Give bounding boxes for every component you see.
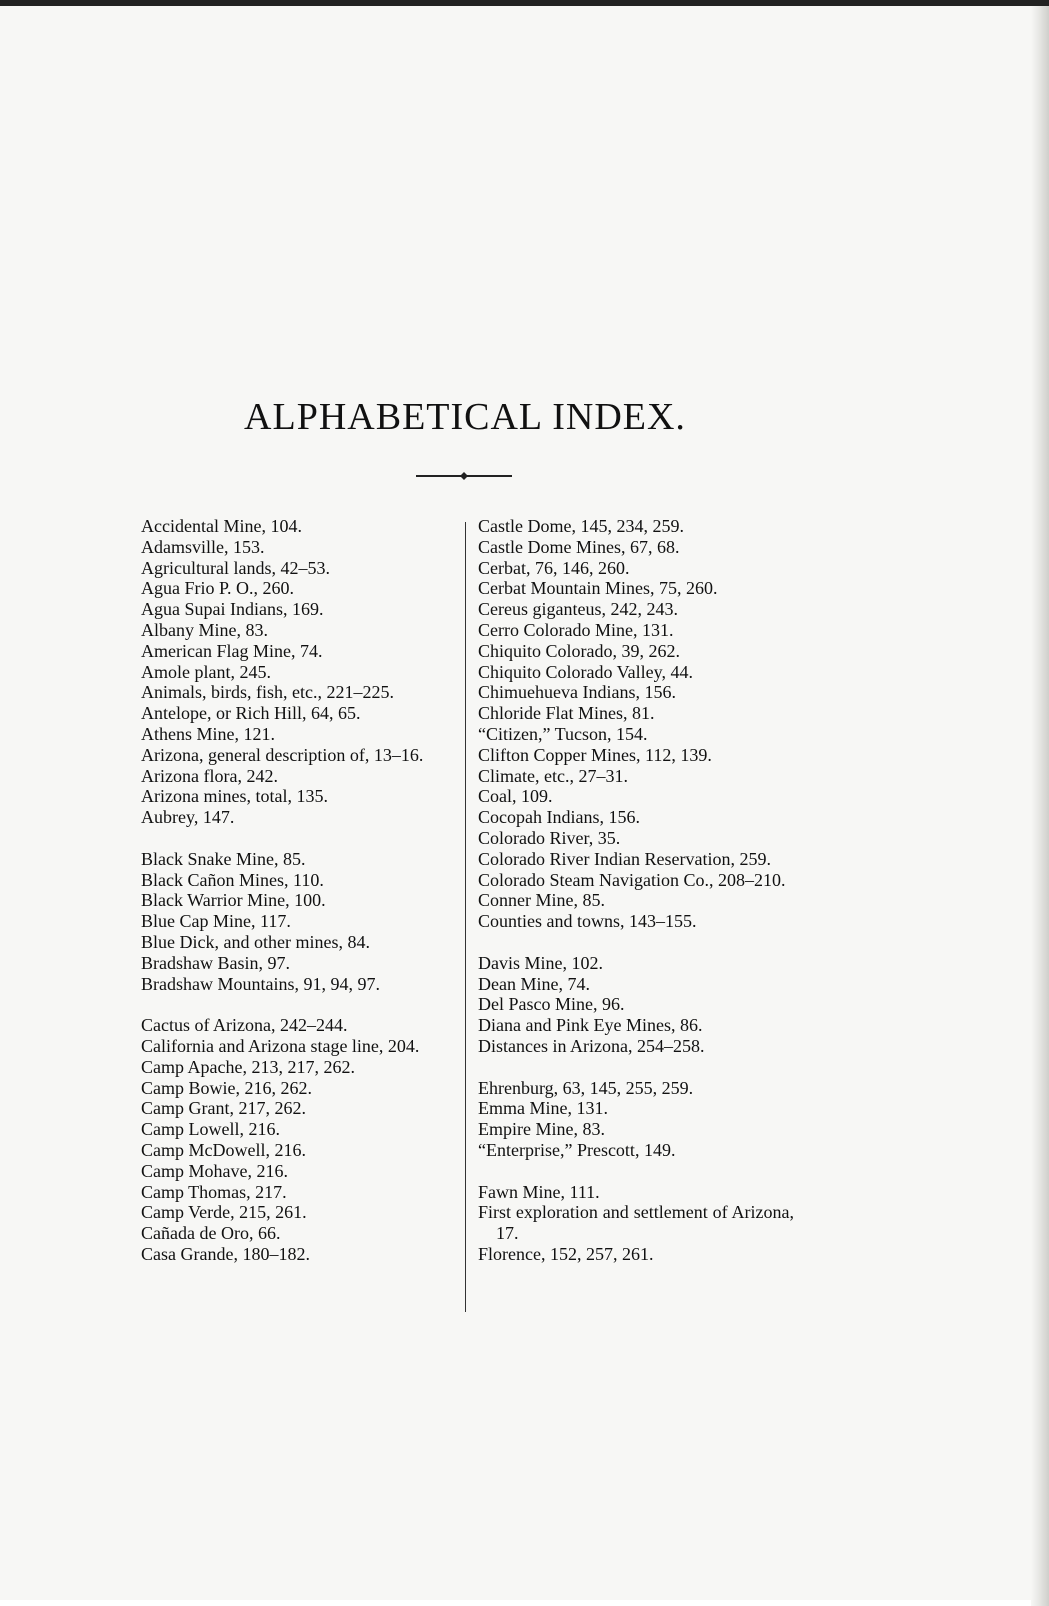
index-entry: Diana and Pink Eye Mines, 86.	[478, 1015, 703, 1036]
index-entry: Dean Mine, 74.	[478, 973, 590, 994]
index-entry: Camp McDowell, 216.	[141, 1139, 306, 1160]
index-entry: Amole plant, 245.	[141, 661, 271, 682]
index-entry: Black Warrior Mine, 100.	[141, 890, 326, 911]
index-entry: California and Arizona stage line, 204.	[141, 1035, 420, 1056]
index-entry: Ehrenburg, 63, 145, 255, 259.	[478, 1077, 694, 1098]
ornament-divider	[416, 471, 512, 481]
index-entry: American Flag Mine, 74.	[141, 640, 323, 661]
index-entry: Chiquito Colorado, 39, 262.	[478, 640, 680, 661]
index-entry: Cañada de Oro, 66.	[141, 1223, 281, 1244]
index-entry: Del Pasco Mine, 96.	[478, 994, 625, 1015]
index-entry: Camp Thomas, 217.	[141, 1181, 287, 1202]
letter-group-gap	[478, 932, 794, 953]
index-entry: Counties and towns, 143–155.	[478, 911, 697, 932]
index-entry: Aubrey, 147.	[141, 807, 235, 828]
index-entry: Animals, birds, fish, etc., 221–225.	[141, 682, 394, 703]
index-entry: Arizona flora, 242.	[141, 765, 278, 786]
column-divider	[465, 522, 466, 1312]
index-entry: Arizona mines, total, 135.	[141, 786, 328, 807]
index-entry: Agricultural lands, 42–53.	[141, 557, 330, 578]
index-entry: Camp Grant, 217, 262.	[141, 1098, 306, 1119]
index-entry: Coal, 109.	[478, 786, 553, 807]
index-entry: “Enterprise,” Prescott, 149.	[478, 1139, 676, 1160]
index-entry: Castle Dome, 145, 234, 259.	[478, 516, 684, 536]
index-entry: Blue Cap Mine, 117.	[141, 911, 291, 932]
index-entry: Fawn Mine, 111.	[478, 1181, 600, 1202]
index-entry: Colorado River, 35.	[478, 827, 621, 848]
index-entry: Clifton Copper Mines, 112, 139.	[478, 744, 712, 765]
index-entry: Albany Mine, 83.	[141, 619, 268, 640]
index-entry: Colorado Steam Navigation Co., 208–210.	[478, 869, 786, 890]
index-entry: Empire Mine, 83.	[478, 1119, 605, 1140]
index-column-left	[141, 516, 459, 1265]
page-title: ALPHABETICAL INDEX.	[244, 396, 686, 438]
index-entry: Agua Frio P. O., 260.	[141, 578, 295, 599]
index-entry: Camp Apache, 213, 217, 262.	[141, 1056, 355, 1077]
index-entry: Athens Mine, 121.	[141, 723, 275, 744]
index-entry: Chloride Flat Mines, 81.	[478, 703, 655, 724]
index-entry: Bradshaw Mountains, 91, 94, 97.	[141, 973, 380, 994]
index-entry: Colorado River Indian Reservation, 259.	[478, 848, 771, 869]
index-entry: Blue Dick, and other mines, 84.	[141, 931, 370, 952]
index-entry: Black Cañon Mines, 110.	[141, 869, 324, 890]
letter-group-gap	[478, 1057, 794, 1078]
index-entry: Davis Mine, 102.	[478, 952, 603, 973]
index-entry: Emma Mine, 131.	[478, 1098, 608, 1119]
index-entry: Cocopah Indians, 156.	[478, 807, 640, 828]
index-entry: Accidental Mine, 104.	[141, 516, 302, 536]
letter-group-gap	[141, 828, 459, 849]
index-entry: Camp Lowell, 216.	[141, 1119, 280, 1140]
index-entry: Climate, etc., 27–31.	[478, 765, 628, 786]
index-entry: Conner Mine, 85.	[478, 890, 605, 911]
index-entry: Distances in Arizona, 254–258.	[478, 1035, 705, 1056]
index-entry: Cerro Colorado Mine, 131.	[478, 619, 674, 640]
index-entry: Camp Verde, 215, 261.	[141, 1202, 307, 1223]
index-entry: Cerbat Mountain Mines, 75, 260.	[478, 578, 718, 599]
index-entry: “Citizen,” Tucson, 154.	[478, 723, 648, 744]
index-entry: Adamsville, 153.	[141, 536, 265, 557]
index-entry: Castle Dome Mines, 67, 68.	[478, 536, 680, 557]
index-entry: Black Snake Mine, 85.	[141, 848, 306, 869]
index-entry: First exploration and settlement of Arizona, 17.	[478, 1202, 794, 1244]
index-entry: Antelope, or Rich Hill, 64, 65.	[141, 703, 361, 724]
index-column-right	[478, 516, 794, 1265]
index-entry: Cerbat, 76, 146, 260.	[478, 557, 630, 578]
index-entry: Chimuehueva Indians, 156.	[478, 682, 676, 703]
letter-group-gap	[478, 1161, 794, 1182]
index-entry: Chiquito Colorado Valley, 44.	[478, 661, 693, 682]
index-entry: Arizona, general description of, 13–16.	[141, 744, 424, 765]
index-entry: Cereus giganteus, 242, 243.	[478, 599, 678, 620]
index-entry: Camp Mohave, 216.	[141, 1160, 288, 1181]
index-entry: Cactus of Arizona, 242–244.	[141, 1015, 348, 1036]
index-entry: Bradshaw Basin, 97.	[141, 952, 290, 973]
index-entry: Florence, 152, 257, 261.	[478, 1243, 654, 1264]
index-entry: Agua Supai Indians, 169.	[141, 599, 324, 620]
letter-group-gap	[141, 994, 459, 1015]
index-entry: Casa Grande, 180–182.	[141, 1243, 310, 1264]
index-entry: Camp Bowie, 216, 262.	[141, 1077, 312, 1098]
